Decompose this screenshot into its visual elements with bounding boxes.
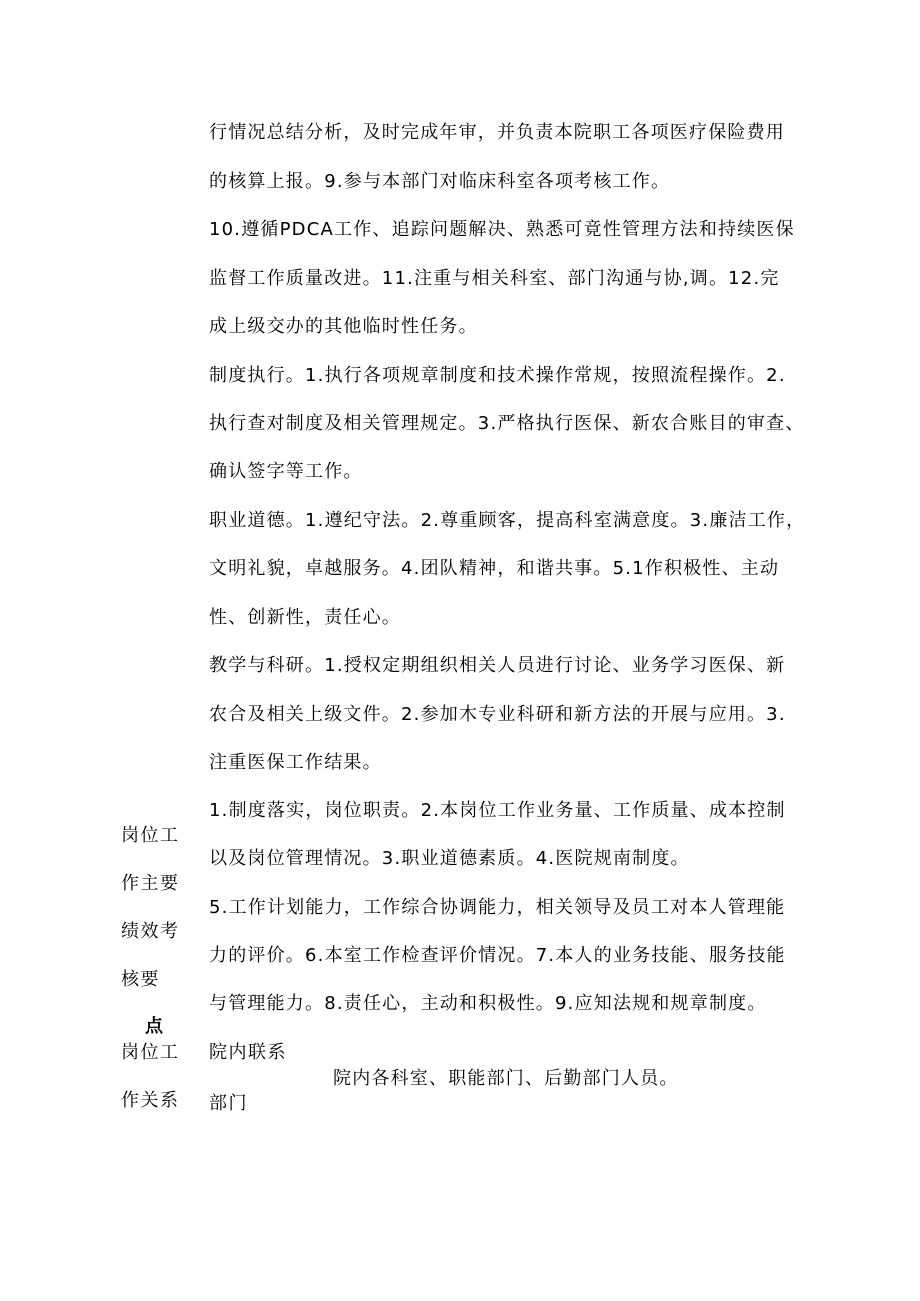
- teaching-research-line-3: 注重医保工作结果。: [209, 752, 382, 773]
- performance-label-line-3: 绩效考: [121, 921, 180, 942]
- performance-para2-line-3: 与管理能力。8.责任心，主动和积极性。9.应知法规和规章制度。: [209, 993, 767, 1014]
- duties-line-5: 成上级交办的其他临时性任务。: [209, 316, 478, 337]
- system-execution-line-3: 确认签字等工作。: [209, 461, 363, 482]
- relations-sub-label-line-2: 部门: [209, 1093, 248, 1114]
- teaching-research-line-1: 教学与科研。1.授权定期组织相关人员进行讨论、业务学习医保、新: [209, 655, 786, 676]
- performance-label-line-4: 核要: [121, 969, 160, 990]
- performance-para2-line-2: 力的评价。6.本室工作检查评价情况。7.本人的业务技能、服务技能: [209, 945, 786, 966]
- relations-value: 院内各科室、职能部门、后勤部门人员。: [333, 1068, 679, 1089]
- duties-line-2: 的核算上报。9.参与本部门对临床科室各项考核工作。: [209, 171, 671, 192]
- professional-ethics-line-1: 职业道德。1.遵纪守法。2.尊重顾客，提高科室满意度。3.廉洁工作，: [209, 510, 806, 531]
- system-execution-line-2: 执行查对制度及相关管理规定。3.严格执行医保、新农合账目的审查、: [209, 413, 805, 434]
- performance-para2-line-1: 5.工作计划能力，工作综合协调能力，相关领导及员工对本人管理能: [209, 897, 786, 918]
- relations-sub-label-line-1: 院内联系: [209, 1042, 287, 1063]
- professional-ethics-line-3: 性、创新性，责任心。: [209, 607, 401, 628]
- relations-label-line-2: 作关系: [121, 1090, 180, 1111]
- performance-para1-line-2: 以及岗位管理情况。3.职业道德素质。4.医院规南制度。: [209, 848, 690, 869]
- system-execution-line-1: 制度执行。1.执行各项规章制度和技术操作常规，按照流程操作。2.: [209, 365, 786, 386]
- performance-para1-line-1: 1.制度落实，岗位职责。2.本岗位工作业务量、工作质量、成本控制: [209, 800, 786, 821]
- duties-line-4: 监督工作质量改进。11.注重与相关科室、部门沟通与协,调。12.完: [209, 268, 780, 289]
- teaching-research-line-2: 农合及相关上级文件。2.参加木专业科研和新方法的开展与应用。3.: [209, 704, 786, 725]
- performance-label-line-5: 点: [145, 1016, 165, 1037]
- relations-label-line-1: 岗位工: [121, 1042, 180, 1063]
- performance-label-line-2: 作主要: [121, 873, 180, 894]
- duties-line-1: 行情况总结分析，及时完成年审，并负责本院职工各项医疗保险费用: [209, 122, 785, 143]
- professional-ethics-line-2: 文明礼貌，卓越服务。4.团队精神，和谐共事。5.1作积极性、主动: [209, 558, 780, 579]
- performance-label-line-1: 岗位工: [121, 825, 180, 846]
- duties-line-3: 10.遵循PDCA工作、追踪问题解决、熟悉可竟性管理方法和持续医保: [209, 219, 795, 240]
